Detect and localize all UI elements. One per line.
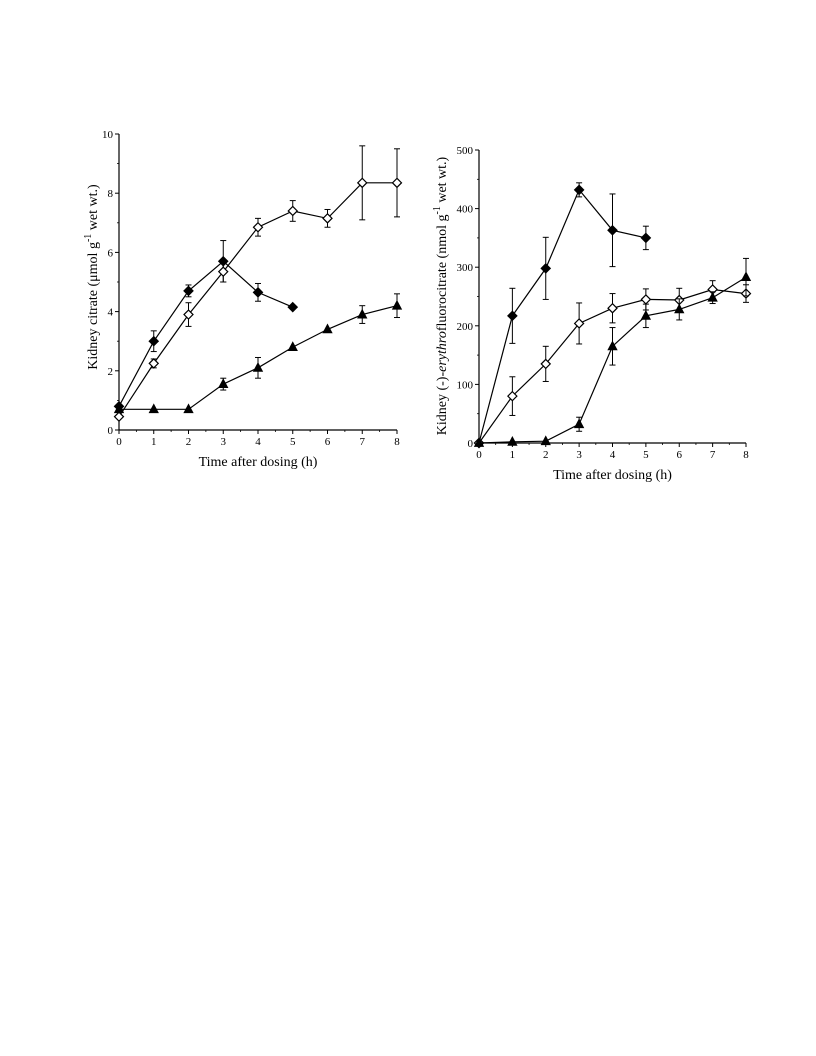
chart-2-series-3-point [708,293,717,302]
chart-2-series-3-point [508,437,517,446]
chart-2-y-axis-title-part: wet wt.) [435,156,450,207]
chart-2-y-tick-label: 100 [456,379,473,392]
chart-1-y-axis-title-part: wet wt.) [86,184,101,234]
chart-2-x-tick-label: 4 [609,449,616,461]
chart-2-x-tick-label: 1 [509,449,516,461]
chart-1-y-tick-label: 6 [107,247,113,260]
chart-2-y-axis-title-superscript: -1 [432,206,443,215]
chart-1-x-tick-label: 6 [324,436,331,448]
chart-2-y-tick-label: 200 [456,320,473,333]
chart-2-x-tick-label: 5 [643,449,649,461]
chart-2-series-2-point [641,295,650,304]
chart-2-series-1-point [541,264,550,273]
chart-2-x-tick-label: 8 [743,449,749,461]
chart-1-y-axis-title-part: mol g [86,242,101,275]
chart-1-x-tick-label: 8 [394,436,400,448]
chart-1-x-tick-label: 0 [116,436,122,448]
chart-2-series-3-point [575,419,584,428]
chart-1-x-tick-label: 4 [255,436,261,448]
chart-1-y-tick-label: 4 [107,306,113,319]
chart-1-x-tick-label: 1 [151,436,157,448]
chart-2-y-axis-title [432,156,450,435]
chart-2-series-1-point [508,311,517,320]
chart-1-y-tick-label: 2 [107,365,113,378]
chart-1-x-axis-title: Time after dosing (h) [198,455,318,470]
chart-2-series-1-point [641,233,650,242]
chart-2-series-2-point [608,304,617,313]
chart-1-x-tick-label: 5 [290,436,296,448]
chart-2-y-tick-label: 500 [456,145,473,157]
chart-2-series-3-point [541,436,550,445]
chart-2-y-tick-label: 0 [467,438,473,450]
chart-2-y-tick-label: 400 [456,203,473,216]
chart-1-y-axis-title-part: Kidney citrate ( [86,281,101,370]
chart-2-x-axis-title: Time after dosing (h) [553,468,672,483]
chart-2-y-axis-title-italic: erythro [435,331,450,372]
chart-1-y-tick-label: 8 [107,188,113,201]
chart-2-series-3-point [608,341,617,350]
chart-2-x-tick-label: 7 [709,449,716,461]
chart-2-y-axis-title-part: Kidney (-)- [435,371,450,436]
chart-2-x-tick-label: 6 [676,449,682,461]
chart-2-x-tick-label: 2 [543,449,549,461]
chart-1-y-tick-label: 10 [102,129,113,141]
chart-1-y-tick-label: 0 [107,425,113,437]
chart-2-series-1-line [479,190,646,443]
chart-1-y-axis-title-part: μ [86,274,101,282]
chart-1-x-tick-label: 7 [359,436,365,448]
chart-2-y-axis-title-part: fluorocitrate (nmol g [435,214,450,332]
chart-2-y-tick-label: 300 [456,262,473,275]
chart-2-x-tick-label: 0 [476,449,482,461]
chart-1-y-axis-title-superscript: -1 [83,233,94,243]
chart-1-x-tick-label: 3 [220,436,226,448]
chart-1-x-tick-label: 2 [185,436,192,448]
chart-2-series-3-point [742,272,751,281]
chart-2-x-tick-label: 3 [576,449,582,461]
